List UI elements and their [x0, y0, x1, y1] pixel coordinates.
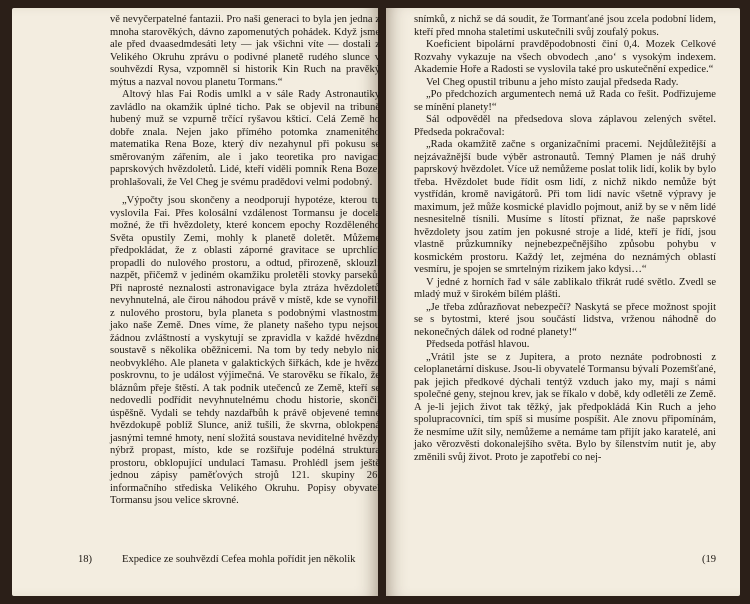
paragraph: „Výpočty jsou skončeny a neodporují hypotéze, kterou tu vyslovila Fai. Přes kolosální vzdálenost Tormansu je docela možné, že tři hvězdolety, které koncem epochy Rozděleného Světa opustily Zemi, mohly k planetě doletět. Můžeme předpokládat, že z oblasti záporné gravitace se uprchlíci propadli do nulového prostoru, a odtud, přirozeně, sklouzli nazpět, přičemž v jediném okamžiku proletěli stovky parseků. Při naprosté neznalosti astronavigace byla ztráza hvězdoletů nevyhnutelná, ale čirou náhodou právě v místě, kde se vynořili z nulového prostoru, byla planeta s podobnými vlastnostmi jako naše Země. Dnes víme, že planety našeho typu nejsou žádnou zvláštností a vyskytují se zpravidla v každé hvězdné soustavě s několika oběžnicemi. Na tom by tedy nebylo nic neobvyklého. Ale planeta v galaktických šiřkách, kde je hvězd poskrovnu, to je událost výjimečná. Ve starověku se říkalo, že bláznům přeje štěstí. A tak podnik utečenců ze Země, kteří se nedovedli podřídit nevyhnutelnému chodu historie, skončil úspěšně. Vydali se tehdy nazdařbůh k právě objevené temné hvězdokupě poblíž Slunce, aniž tušili, že skvrna, oblokpená jasnými temné hmoty, není složitá soustava neviditelné hvězdy, nýbrž propast, místo, kde se rozšiřuje podélná struktura prostoru, obklopující undulací Tamasu. Prohlédl jsem ještě jednou zápisy paměťových strojů 121. skupiny 26. informačního střediska Velikého Okruhu. Popisy obyvatel Tormansu jsou velice skrovné.: [110, 195, 380, 506]
paragraph: „Rada okamžitě začne s organizačními pracemi. Nejdůležitější a nejzávažnější bude výběr astronautů. Temný Plamen je náš druhý paprskový hvězdolet. Více už nemůžeme poslat tolik lidí, kolik by bylo třeba. Hvězdolet bude řídit osm lidí, z nichž nikdo nemůže být vystřídán, kromě navigátorů. Při tom lidí navíc všetně výpravy je maximum, jež může kosmické plavidlo pojmout, aniž by se v něm lidé nesnesitelně tísnili. Musíme s lítostí přiznat, že naše paprskové hvězdolety jsou zatím jen pokusné stroje a lidé, kteří je řídí, jsou vlastně průzkumníky nejnebezpečnějšího způsobu pohybu v kosmickém prostoru. Každý let, zejména do neznámých oblastí vesmíru, je spojen se smrtelným rizikem jako kdysi…“: [414, 139, 716, 275]
paragraph: snímků, z nichž se dá soudit, že Tormanťané jsou zcela podobní lidem, kteří před mnoha staletími uskutečnili svůj zoufalý pokus.: [414, 14, 716, 38]
right-page-text: [414, 14, 716, 464]
page-number: (19: [702, 554, 717, 565]
paragraph: V jedné z horních řad v sále zablikalo třikrát rudé světlo. Zvedl se mladý muž v širokém bílém plášti.: [414, 276, 716, 300]
paragraph: vě nevyčerpatelné fantazii. Pro naši generaci to byla jen jedna z mnoha starověkých, dávno zapomenutých pohádek. Když jsme ale před dvaasedmdesáti lety — jak všichni víte — dostali z Velikého Okruhu zprávu o podivné planetě rudého slunce v souhvězdí Rysa, vzpomněl si historik Kin Ruch na pravěký mýtus a nazval novou planetu Tormans.“: [110, 14, 380, 88]
paragraph: Předseda potřásl hlavou.: [426, 339, 530, 350]
left-page: [12, 8, 378, 596]
left-page-text: [110, 14, 380, 508]
paragraph: Expedice ze souhvězdí Cefea mohla pořídit jen několik: [122, 554, 356, 565]
paragraph: „Vrátil jste se z Jupitera, a proto neznáte podrobnosti z celoplanetární diskuse. Jsou-li obyvatelé Tormansu bývalí Pozemšťané, pak jejich předkové dýchali tentýž vzduch jako my, mají s námi společné geny, stejnou krev, jak se říkalo v době, kdy odletěli ze Země. A je-li jejich život tak těžký, jak předpokládá Kin Ruch a jeho spolupracovníci, tím spíš si musíme pospíšit. Ale znovu připomínám, že nesmíme užít sily, nemůžeme a nemáme tam přijít jako karatelé, ani jako věrozvěsti dokonalejšího světa. Bylo by šílenstvím nutit je, aby změnili svůj život. Proto je zapotřebí co nej-: [414, 351, 716, 463]
paragraph: „Je třeba zdůrazňovat nebezpečí? Naskytá se přece možnost spojit se s bytostmi, které jsou součástí lidstva, vrženou náhodně do nekonečných dálek od rodné planety!“: [414, 301, 716, 338]
paragraph: „Po předchozích argumentech nemá už Rada co řešit. Podřizujeme se mínění planety!“: [414, 89, 716, 113]
paragraph: Altový hlas Fai Rodis umlkl a v sále Rady Astronautiky zavládlo na okamžik úplné ticho. Pak se objevil na tribuně hubený muž se vzpurně trčící ryšavou kšticí. Celá Země ho dobře znala. Nejen jako přímého potomka znamenitého matematika Rena Boze, který dív nezahynul při pokusu se směrovaným zářením, ale i jako teoretika pro navigaci paprskových hvězdoletů. Lidé, kteří viděli pomník Rena Boze, prohlašovali, že Vel Cheg je svému pradědovi velmi podobný.: [110, 89, 380, 188]
right-page: [386, 8, 740, 596]
paragraph: Koeficient bipolární pravděpodobnosti činí 0,4. Mozek Celkové Rozvahy vykazuje na všech obvodech ‚ano‘ s vysokým indexem. Akademie Hoře a Radosti se vyslovila také pro uskutečnění expedice.“: [414, 39, 716, 75]
paragraph: Vel Cheg opustil tribunu a jeho místo zaujal předseda Rady.: [426, 76, 679, 88]
paragraph: Sál odpověděl na předsedova slova záplavou zelených světel. Předseda pokračoval:: [414, 114, 716, 138]
page-number: 18): [78, 554, 93, 565]
